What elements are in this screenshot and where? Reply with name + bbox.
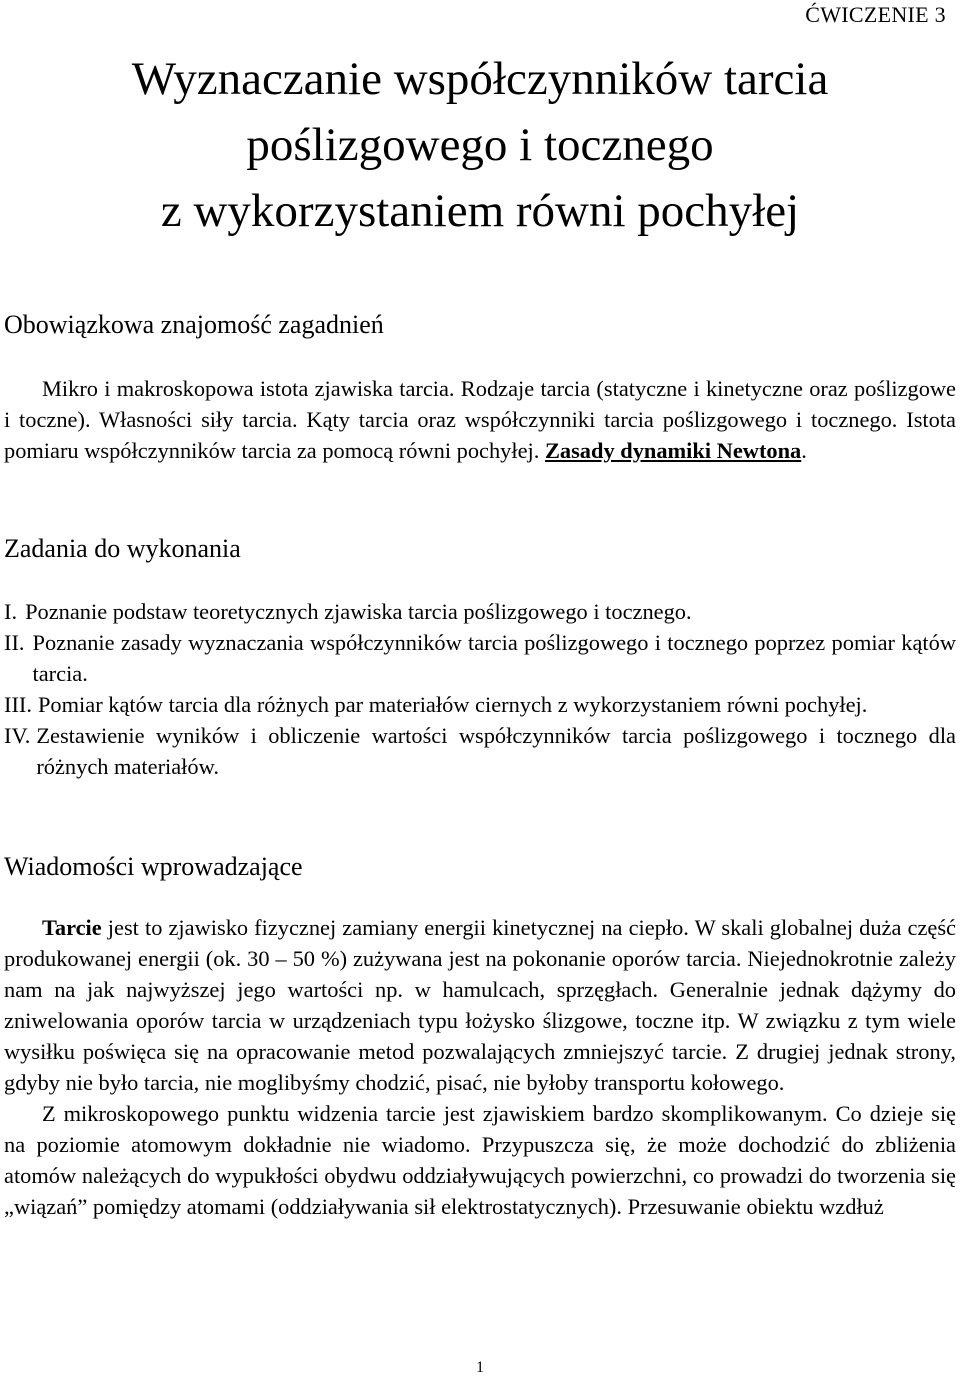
list-item bbox=[4, 720, 956, 782]
intro-heading: Wiadomości wprowadzające bbox=[4, 852, 303, 881]
topics-heading: Obowiązkowa znajomość zagadnień bbox=[4, 310, 384, 339]
task-text: Pomiar kątów tarcia dla różnych par materiałów ciernych z wykorzystaniem równi pochyłej. bbox=[37, 692, 868, 717]
document-title bbox=[0, 46, 960, 244]
task-number: II. bbox=[4, 630, 25, 655]
list-item bbox=[4, 627, 956, 689]
topics-text: Mikro i makroskopowa istota zjawiska tarcia. Rodzaje tarcia (statyczne i kinetyczne oraz poślizgowe i toczne). Własności siły tarcia. Kąty tarcia oraz współczynniki tarcia poślizgowego i tocznego. Istota pomiaru współczynników tarcia za pomocą równi pochyłej. bbox=[4, 376, 956, 463]
intro-text bbox=[4, 912, 956, 1222]
exercise-label: ĆWICZENIE 3 bbox=[805, 2, 946, 27]
tasks-list bbox=[4, 596, 956, 782]
intro-paragraph-1: Tarcie jest to zjawisko fizycznej zamiany energii kinetycznej na ciepło. W skali globalnej duża część produkowanej energii (ok. 30 – 50 %) zużywana jest na pokonanie oporów tarcia. Niejednokrotnie zależy nam na jak najwyższej jego wartości np. w hamulcach, sprzęgłach. Generalnie jednak dążymy do zniwelowania oporów tarcia w urządzeniach typu łożysko ślizgowe, toczne itp. W związku z tym wiele wysiłku poświęca się na opracowanie metod pozwalających zmniejszyć tarcie. Z drugiej jednak strony, gdyby nie było tarcia, nie moglibyśmy chodzić, pisać, nie byłoby transportu kołowego. bbox=[4, 915, 956, 1095]
task-text: Poznanie zasady wyznaczania współczynników tarcia poślizgowego i tocznego poprzez pomiar kątów tarcia. bbox=[32, 630, 956, 686]
page-number: 1 bbox=[476, 1359, 484, 1376]
tasks-heading: Zadania do wykonania bbox=[4, 534, 241, 563]
task-text: Poznanie podstaw teoretycznych zjawiska tarcia poślizgowego i tocznego. bbox=[25, 599, 692, 624]
task-number: III. bbox=[4, 692, 32, 717]
newton-laws-link[interactable]: Zasady dynamiki Newtona bbox=[544, 438, 802, 463]
title-line-3: z wykorzystaniem równi pochyłej bbox=[160, 185, 800, 237]
term-tarcie: Tarcie bbox=[42, 915, 102, 940]
list-item bbox=[4, 689, 956, 720]
task-text: Zestawienie wyników i obliczenie wartości współczynników tarcia poślizgowego i tocznego dla różnych materiałów. bbox=[36, 723, 956, 779]
title-line-2: poślizgowego i tocznego bbox=[246, 119, 714, 171]
task-number: IV. bbox=[4, 723, 31, 748]
list-item bbox=[4, 596, 956, 627]
intro-paragraph-2: Z mikroskopowego punktu widzenia tarcie jest zjawiskiem bardzo skomplikowanym. Co dzieje się na poziomie atomowym dokładnie nie wiadomo. Przypuszcza się, że może dochodzić do zbliżenia atomów należących do wypukłości obydwu oddziaływujących powierzchni, co prowadzi do tworzenia się „wiązań” pomiędzy atomami (oddziaływania sił elektrostatycznych). Przesuwanie obiektu wzdłuż bbox=[4, 1101, 956, 1219]
topics-paragraph: Mikro i makroskopowa istota zjawiska tarcia. Rodzaje tarcia (statyczne i kinetyczne oraz poślizgowe i toczne). Własności siły tarcia. Kąty tarcia oraz współczynniki tarcia poślizgowego i tocznego. Istota pomiaru współczynników tarcia za pomocą równi pochyłej. Zasady dynamiki Newtona. bbox=[4, 376, 956, 463]
task-number: I. bbox=[4, 599, 18, 624]
title-line-1: Wyznaczanie współczynników tarcia bbox=[131, 53, 829, 105]
